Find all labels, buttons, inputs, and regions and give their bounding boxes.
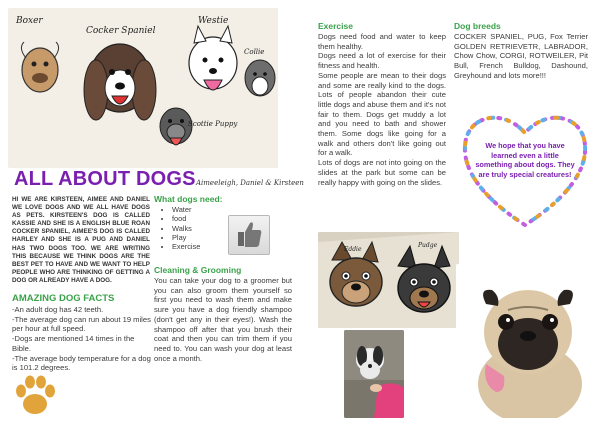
needs-item: • food bbox=[172, 214, 200, 223]
drawing-label-left: Eddie bbox=[344, 246, 362, 253]
breeds-text: COCKER SPANIEL, PUG, Fox Terrier GOLDEN RETRIEVETR, LABRADOR, Chow Chow, CORGI, ROTWEILER, Pit Bull, French Bulldog, Dashound, Greyhound and lots more!!! bbox=[454, 32, 588, 80]
facts-list bbox=[12, 305, 152, 373]
pug-photo bbox=[456, 264, 596, 418]
exercise-paragraph: Lots of dogs are not into going on the slides at the park but some can be really happy with going on the slides. bbox=[318, 158, 446, 187]
heart-message: We hope that you have learned even a little something about dogs. They are truly special creatures! bbox=[475, 141, 575, 179]
grooming-heading: Cleaning & Grooming bbox=[154, 265, 242, 275]
facts-heading: AMAZING DOG FACTS bbox=[12, 293, 115, 304]
needs-item: • Exercise bbox=[172, 242, 200, 251]
collie-label: Collie bbox=[244, 48, 265, 56]
exercise-paragraph: Dogs need food and water to keep them healthy. bbox=[318, 32, 446, 51]
authors-signature: Aimeeleigh, Daniel & Kirsteen bbox=[196, 179, 304, 187]
exercise-heading: Exercise bbox=[318, 21, 353, 31]
scottie-label: Scottie Puppy bbox=[188, 120, 238, 128]
paw-print-icon bbox=[12, 372, 58, 418]
girl-with-dog-photo bbox=[344, 330, 404, 418]
page-title: ALL ABOUT DOGS bbox=[14, 168, 196, 190]
cartoon-dogs-drawing bbox=[318, 232, 459, 328]
fact-item: -The average body temperature for a dog is 101.2 degrees. bbox=[12, 353, 151, 373]
westie-label: Westie bbox=[198, 16, 229, 26]
intro-text: HI WE ARE KIRSTEEN, AIMEE AND DANIEL WE LOVE DOGS AND WE ALL HAVE DOGS AS PETS. KIRSTEEN'S DOG IS CALLED KASSIE AND SHE IS A ENGLISH BLUE ROAN COCKER SPANIEL, AIMEE'S DOG IS CALLED HARLEY AND SHE IS A PUG AND DANIEL HAS TWO DOGS TOO. WE ARE WRITING THIS BECAUSE WE THINK DOGS ARE THE BEST PET TO HAVE AND WE WANT TO HELP PEOPLE WHO ARE THINKING OF GETTING A DOG OR ALREADY HAVE A DOG. bbox=[12, 196, 150, 284]
needs-heading: What dogs need: bbox=[154, 194, 223, 204]
needs-item: • Play bbox=[172, 233, 200, 242]
fact-item: -An adult dog has 42 teeth. bbox=[12, 305, 104, 314]
exercise-paragraph: Dogs need a lot of exercise for their fitness and health. bbox=[318, 51, 446, 71]
boxer-label: Boxer bbox=[16, 16, 43, 26]
exercise-text bbox=[318, 32, 446, 187]
needs-item: • Walks bbox=[172, 224, 200, 233]
cocker-label: Cocker Spaniel bbox=[86, 26, 156, 36]
grooming-text: You can take your dog to a groomer but you can also groom them yourself so first you need to wash them and make sure you have a dog friendly shampoo (don't get any in their eyes!). Wash the shampoo off after that you brush their coat and then you can trim them if you need to. You can wash your dog at least once a month. bbox=[154, 276, 292, 363]
fact-item: -The average dog can run about 19 miles per hour at full speed. bbox=[12, 314, 151, 334]
breeds-heading: Dog breeds bbox=[454, 21, 501, 31]
needs-list bbox=[162, 205, 200, 251]
thumbs-up-icon bbox=[228, 215, 270, 255]
needs-item: • Water bbox=[172, 205, 200, 214]
dog-drawings-photo bbox=[8, 8, 278, 168]
exercise-paragraph: Some people are mean to their dogs and some are really kind to the dogs. Lots of people abandon their cute little dogs and abuse them and it's not fair to them. Dogs get muddy a lot and you need to bath and shower them. Some dogs like going for a walk and others don't like going out for a walk. bbox=[318, 70, 446, 158]
fact-item: -Dogs are mentioned 14 times in the Bible. bbox=[12, 334, 135, 353]
drawing-label-right: Pudge bbox=[418, 242, 438, 249]
